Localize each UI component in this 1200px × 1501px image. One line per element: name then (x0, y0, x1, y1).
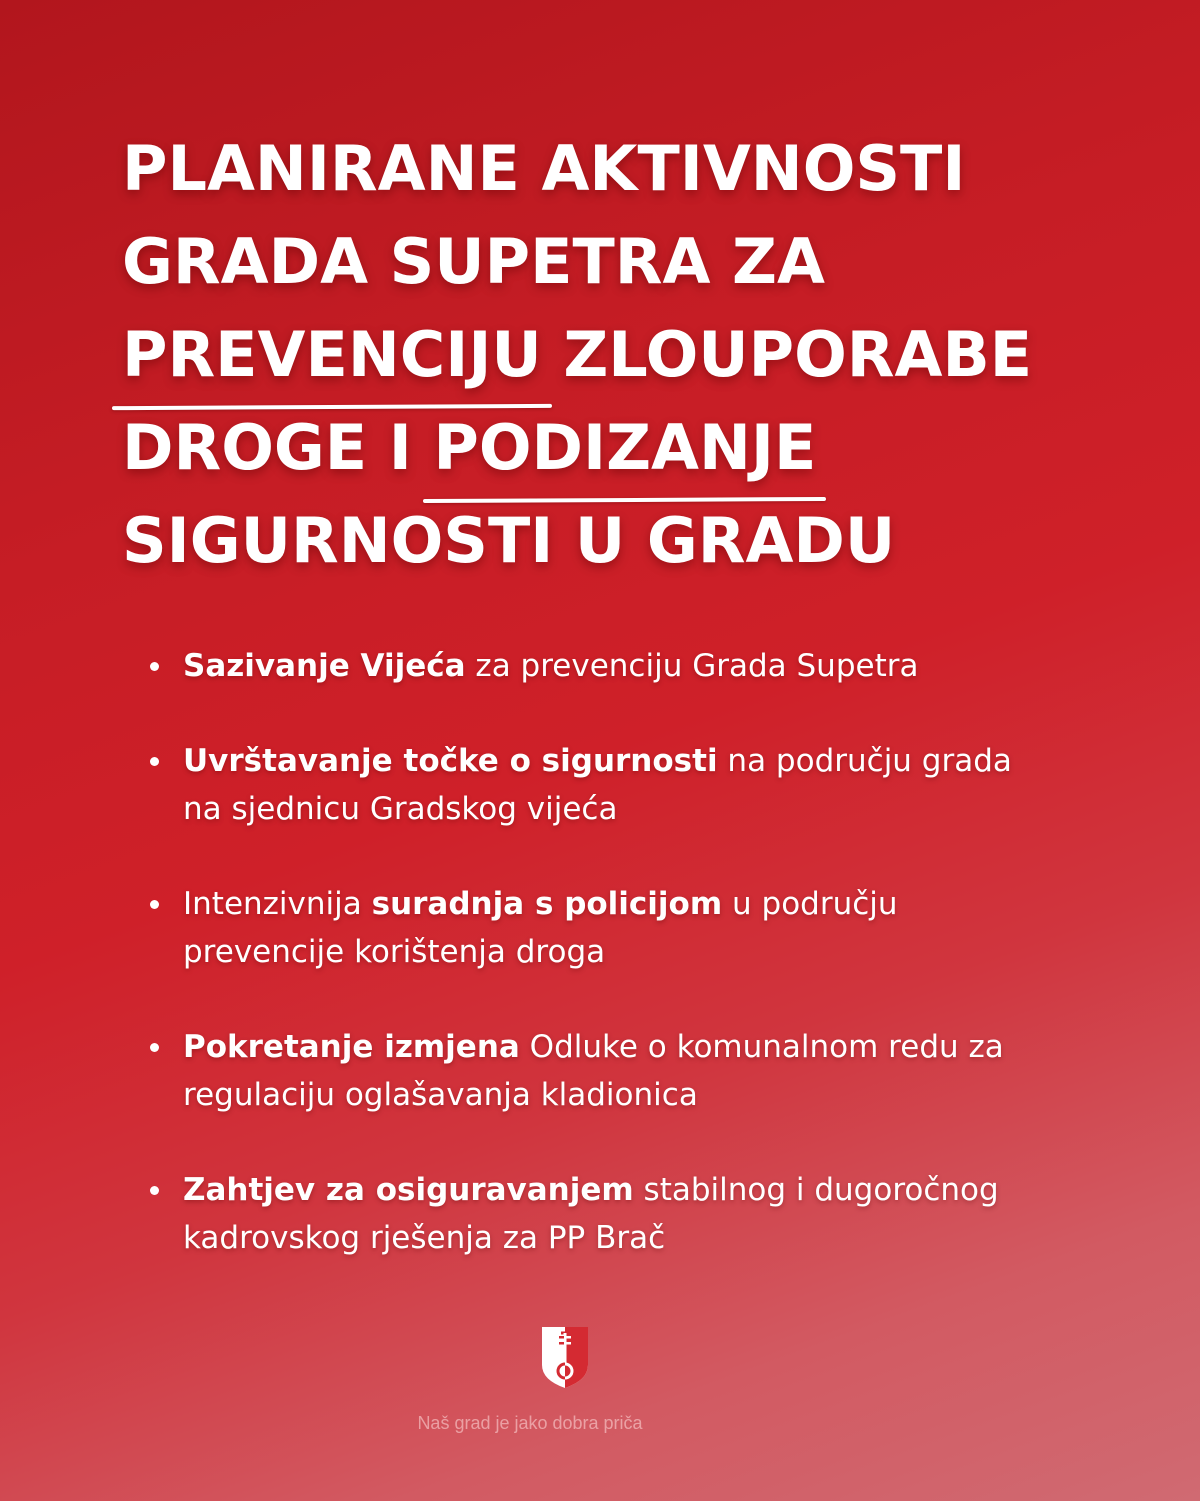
underlined-word: PODIZANJE (433, 401, 816, 494)
title-line-3: PREVENCIJU ZLOUPORABE (122, 308, 1122, 401)
list-item: Intenzivnija suradnja s policijom u području prevencije korištenja droga (150, 880, 1050, 976)
slogan: Naš grad je jako dobra priča (417, 1413, 643, 1433)
bullet-icon (150, 900, 159, 909)
bullet-icon (150, 1043, 159, 1052)
underlined-word: PREVENCIJU (122, 308, 542, 401)
bullet-icon (150, 1186, 159, 1195)
activities-list (150, 642, 1050, 1309)
title-line-5: SIGURNOSTI U GRADU (122, 504, 896, 577)
title-line-4: DROGE I PODIZANJE (122, 401, 1122, 494)
title-line-2: GRADA SUPETRA ZA (122, 225, 825, 298)
bullet-icon (150, 757, 159, 766)
list-item: Zahtjev za osiguravanjem stabilnog i dugoročnog kadrovskog rješenja za PP Brač (150, 1166, 1050, 1262)
coat-of-arms-icon (540, 1325, 590, 1390)
bullet-icon (150, 662, 159, 671)
title-line-1: PLANIRANE AKTIVNOSTI (122, 132, 966, 205)
list-item: Uvrštavanje točke o sigurnosti na području grada na sjednicu Gradskog vijeća (150, 737, 1050, 833)
page-title (122, 122, 1122, 587)
list-item: Pokretanje izmjena Odluke o komunalnom redu za regulaciju oglašavanja kladionica (150, 1023, 1050, 1119)
list-item: Sazivanje Vijeća za prevenciju Grada Supetra (150, 642, 1050, 690)
